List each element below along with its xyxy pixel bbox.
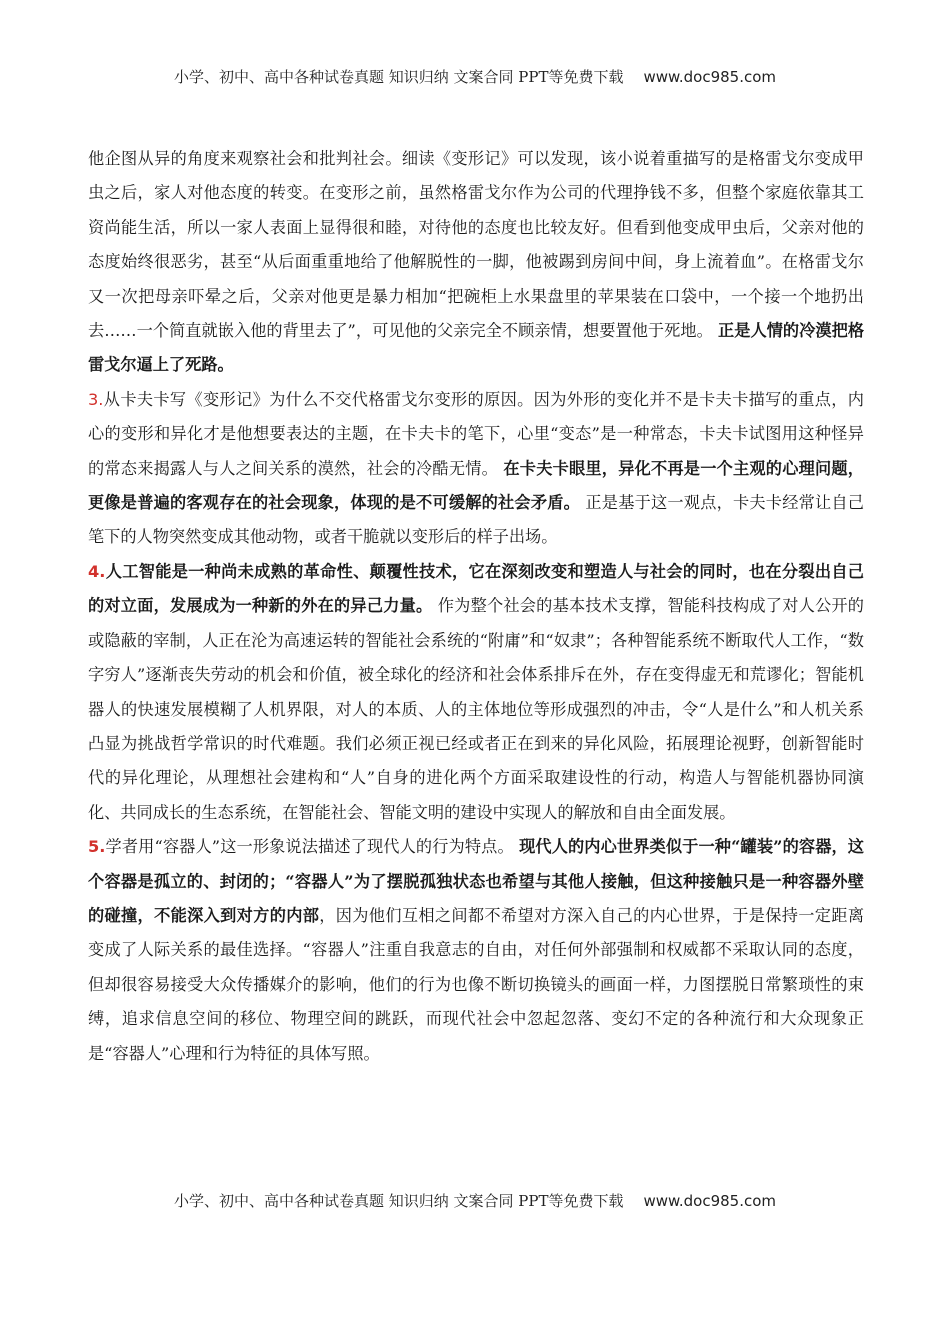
item-4 [88, 555, 864, 830]
item-text-2: 正是基于这一观点，卡夫卡经常让自己笔下的人物突然变成其他动物，或者干脆就以变形后的样子出场。 [88, 493, 864, 547]
paragraph-text: 他企图从异的角度来观察社会和批判社会。细读《变形记》可以发现，该小说着重描写的是格雷戈尔变成甲虫之后，家人对他态度的转变。在变形之前，虽然格雷戈尔作为公司的代理挣钱不多，但整个家庭依靠其工资尚能生活，所以一家人表面上显得很和睦，对待他的态度也比较友好。但看到他变成甲虫后，父亲对他的态度始终很恶劣，甚至“从后面重重地给了他解脱性的一脚，他被踢到房间中间，身上流着血”。在格雷戈尔又一次把母亲吓晕之后，父亲对他更是暴力相加“把碗柜上水果盘里的苹果装在口袋中，一个接一个地扔出去……一个简直就嵌入他的背里去了”，可见他的父亲完全不顾亲情，想要置他于死地。 [88, 149, 864, 341]
item-bold-text: 人工智能是一种尚未成熟的革命性、颠覆性技术，它在深刻改变和塑造人与社会的同时，也在分裂出自己的对立面，发展成为一种新的外在的异己力量。 [88, 561, 864, 616]
item-number: 5. [88, 837, 106, 857]
item-5 [88, 830, 864, 1071]
item-number: 3. [88, 389, 104, 409]
item-number: 4. [88, 561, 106, 581]
header-site-link[interactable]: www.doc985.com [643, 68, 777, 86]
item-text: 作为整个社会的基本技术支撑，智能科技构成了对人公开的或隐蔽的宰制，人正在沦为高速运转的智能社会系统的“附庸”和“奴隶”；各种智能系统不断取代人工作，“数字穷人”逐渐丧失劳动的机会和价值，被全球化的经济和社会体系排斥在外，存在变得虚无和荒谬化；智能机器人的快速发展模糊了人机界限，对人的本质、人的主体地位等形成强烈的冲击，令“人是什么”和人机关系凸显为挑战哲学常识的时代难题。我们必须正视已经或者正在到来的异化风险，拓展理论视野，创新智能时代的异化理论，从理想社会建构和“人”自身的进化两个方面采取建设性的行动，构造人与智能机器协同演化、共同成长的生态系统，在智能社会、智能文明的建设中实现人的解放和自由全面发展。 [88, 596, 864, 822]
item-text: 学者用“容器人”这一形象说法描述了现代人的行为特点。 [105, 837, 514, 857]
page-footer [0, 1190, 950, 1211]
item-3 [88, 383, 864, 555]
header-text: 小学、初中、高中各种试卷真题 知识归纳 文案合同 PPT等免费下载 [173, 68, 624, 86]
item-bold-text: 现代人的内心世界类似于一种“罐装”的容器，这个容器是孤立的、封闭的；“容器人”为了摆脱孤独状态也希望与其他人接触，但这种接触只是一种容器外壁的碰撞，不能深入到对方的内部 [88, 837, 864, 925]
page-header [0, 66, 950, 87]
footer-site-link[interactable]: www.doc985.com [643, 1192, 777, 1210]
paragraph-continued [88, 142, 864, 383]
document-body [88, 142, 864, 1071]
paragraph-bold-text: 正是人情的冷漠把格雷戈尔逼上了死路。 [88, 321, 865, 375]
item-text: 从卡夫卡写《变形记》为什么不交代格雷戈尔变形的原因。因为外形的变化并不是卡夫卡描写的重点，内心的变形和异化才是他想要表达的主题，在卡夫卡的笔下，心里“变态”是一种常态，卡夫卡试图用这种怪异的常态来揭露人与人之间关系的漠然，社会的冷酷无情。 [88, 389, 864, 478]
footer-text: 小学、初中、高中各种试卷真题 知识归纳 文案合同 PPT等免费下载 [173, 1192, 624, 1210]
item-bold-text: 在卡夫卡眼里，异化不再是一个主观的心理问题，更像是普遍的客观存在的社会现象，体现的是不可缓解的社会矛盾。 [88, 458, 864, 513]
item-text-2: ，因为他们互相之间都不希望对方深入自己的内心世界，于是保持一定距离变成了人际关系的最佳选择。“容器人”注重自我意志的自由，对任何外部强制和权威都不采取认同的态度，但却很容易接受大众传播媒介的影响，他们的行为也像不断切换镜头的画面一样，力图摆脱日常繁琐性的束缚，追求信息空间的移位、物理空间的跳跃，而现代社会中忽起忽落、变幻不定的各种流行和大众现象正是“容器人”心理和行为特征的具体写照。 [88, 905, 865, 1063]
